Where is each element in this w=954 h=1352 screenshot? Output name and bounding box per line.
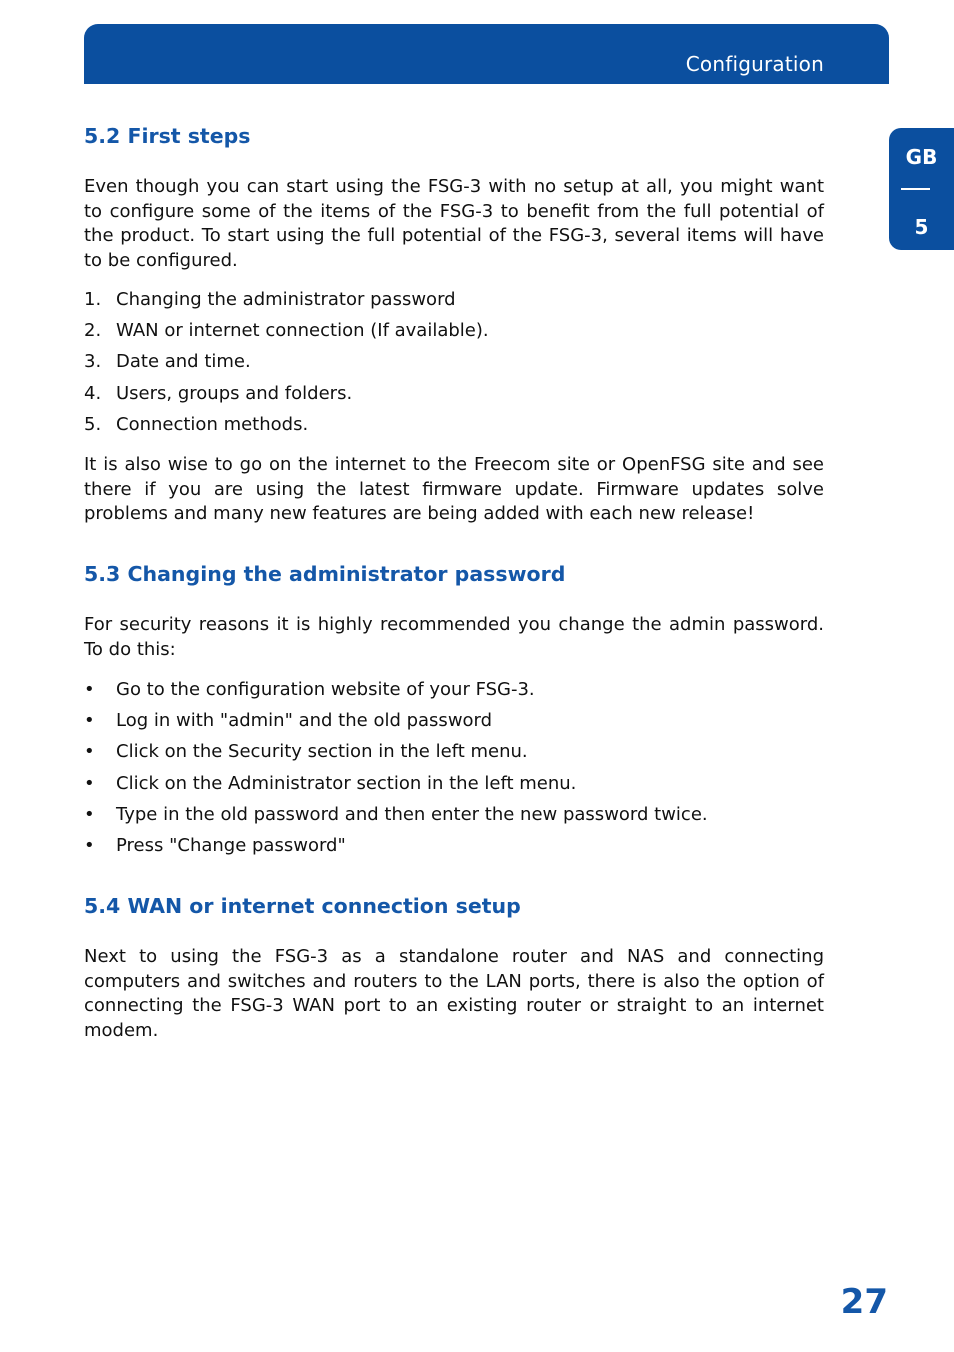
- header-bar: [84, 24, 889, 84]
- list-item: [84, 740, 844, 771]
- list-item-text: Date and time.: [116, 351, 251, 373]
- list-item-text: Type in the old password and then enter the new password twice.: [116, 803, 708, 825]
- admin-password-list: [84, 678, 844, 865]
- list-item-marker: 4.: [84, 382, 102, 404]
- section-heading-first-steps: 5.2 First steps: [84, 124, 251, 148]
- header-title: Configuration: [685, 52, 824, 76]
- list-item-text: Changing the administrator password: [116, 289, 456, 310]
- list-item-text: Go to the configuration website of your FSG-3.: [116, 679, 535, 700]
- list-item: [84, 350, 844, 381]
- side-tab-divider: [901, 188, 930, 190]
- side-tab-language: GB: [905, 145, 938, 169]
- list-item-text: Connection methods.: [116, 413, 309, 435]
- section-heading-wan-setup: 5.4 WAN or internet connection setup: [84, 894, 521, 918]
- side-tab-chapter: 5: [914, 215, 929, 239]
- list-item: [84, 413, 844, 444]
- bullet-icon: •: [84, 679, 95, 700]
- list-item: [84, 288, 844, 319]
- list-item: [84, 678, 844, 709]
- first-steps-intro: Even though you can start using the FSG-3 with no setup at all, you might want to configure some of the items of the FSG-3 to benefit from the full potential of the product. To start using the full potential of the FSG-3, several items will have to be configured.: [84, 176, 824, 271]
- list-item: [84, 834, 844, 865]
- page-number: 27: [840, 1282, 888, 1322]
- section-heading-admin-password: 5.3 Changing the administrator password: [84, 562, 566, 586]
- list-item: [84, 803, 844, 834]
- list-item-marker: 5.: [84, 413, 102, 435]
- bullet-icon: •: [84, 741, 95, 763]
- list-item: [84, 319, 844, 350]
- bullet-icon: •: [84, 834, 95, 856]
- list-item: [84, 709, 844, 740]
- list-item-marker: 2.: [84, 320, 102, 342]
- list-item-text: Click on the Administrator section in the left menu.: [116, 772, 577, 794]
- list-item: [84, 382, 844, 413]
- list-item-text: Press "Change password": [116, 834, 346, 856]
- list-item-marker: 3.: [84, 351, 102, 373]
- bullet-icon: •: [84, 772, 95, 794]
- list-item: [84, 772, 844, 803]
- list-item-text: Log in with "admin" and the old password: [116, 710, 493, 732]
- list-item-text: Users, groups and folders.: [116, 382, 353, 404]
- wan-setup-body: Next to using the FSG-3 as a standalone router and NAS and connecting computers and switches and routers to the LAN ports, there is also the option of connecting the FSG-3 WAN port to an existing router or straight to an internet modem.: [84, 946, 824, 1041]
- first-steps-outro: It is also wise to go on the internet to the Freecom site or OpenFSG site and see there if you are using the latest firmware update. Firmware updates solve problems and many new features are being added with each new release!: [84, 454, 824, 524]
- list-item-text: Click on the Security section in the left menu.: [116, 741, 528, 763]
- first-steps-list: [84, 288, 844, 444]
- admin-password-intro: For security reasons it is highly recommended you change the admin password. To do this:: [84, 614, 824, 660]
- bullet-icon: •: [84, 710, 95, 732]
- list-item-marker: 1.: [84, 289, 102, 310]
- list-item-text: WAN or internet connection (If available).: [116, 320, 489, 342]
- bullet-icon: •: [84, 803, 95, 825]
- side-tab: [889, 128, 954, 250]
